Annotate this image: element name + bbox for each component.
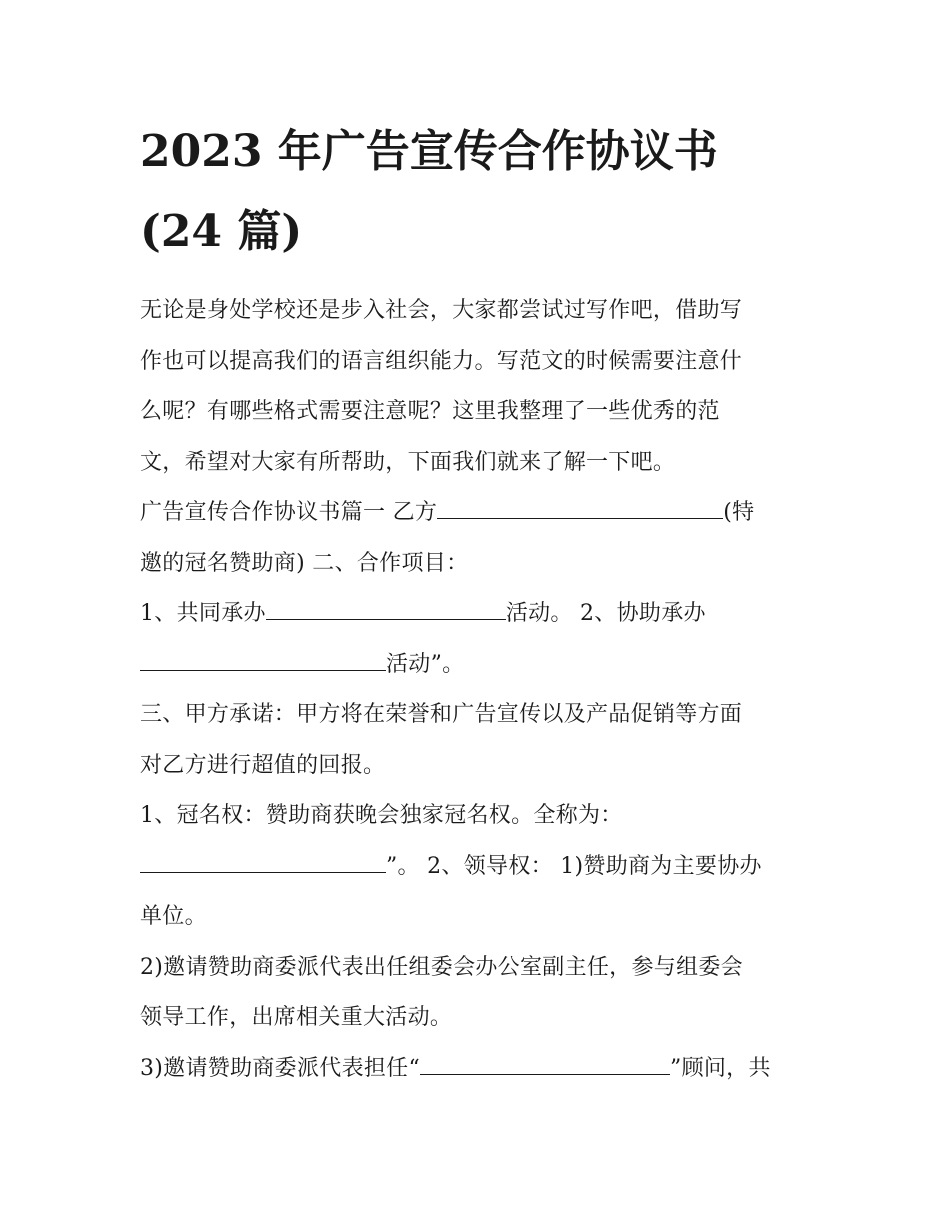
leadership-paragraph — [140, 943, 812, 1044]
naming-line-3: 单位。 — [140, 904, 207, 929]
intro-line-1: 无论是身处学校还是步入社会，大家都尝试过写作吧，借助写 — [140, 298, 743, 323]
section1-line-1 — [140, 488, 812, 539]
assist-host-label: 活动。 2、协助承办 — [505, 601, 706, 626]
cooperation-items-paragraph — [140, 589, 812, 690]
section1-party-b-suffix: (特 — [723, 500, 755, 525]
assist-host-suffix: 活动”。 — [386, 651, 465, 677]
naming-line-2-text: ”。 2、领导权： 1)赞助商为主要协办 — [386, 853, 762, 879]
section1-line-2: 邀的冠名赞助商) 二、合作项目： — [140, 550, 469, 576]
leadership-line-1: 2)邀请赞助商委派代表出任组委会办公室副主任，参与组委会 — [140, 954, 743, 980]
cooperation-line-2 — [140, 640, 812, 691]
document-page — [140, 112, 812, 1094]
commitment-paragraph — [140, 690, 812, 791]
document-title-line-1: 2023 年广告宣传合作协议书 — [140, 126, 718, 177]
commitment-line-1: 三、甲方承诺：甲方将在荣誉和广告宣传以及产品促销等方面 — [140, 702, 743, 727]
advisor-suffix: ”顾问，共 — [670, 1055, 771, 1081]
advisor-line-1 — [140, 1044, 812, 1095]
party-b-blank — [437, 502, 723, 519]
assist-host-blank — [140, 654, 386, 671]
leadership-line-2: 领导工作，出席相关重大活动。 — [140, 1005, 453, 1030]
commitment-line-2: 对乙方进行超值的回报。 — [140, 752, 386, 778]
naming-line-2 — [140, 842, 812, 893]
full-name-blank — [140, 856, 386, 873]
intro-line-4: 文，希望对大家有所帮助，下面我们就来了解一下吧。 — [140, 449, 676, 475]
intro-line-2: 作也可以提高我们的语言组织能力。写范文的时候需要注意什 — [140, 348, 743, 374]
document-title-line-2: (24 篇) — [140, 206, 303, 257]
section1-paragraph — [140, 488, 812, 589]
intro-line-3: 么呢？有哪些格式需要注意呢？这里我整理了一些优秀的范 — [140, 399, 720, 424]
advisor-paragraph — [140, 1044, 812, 1095]
advisor-label: 3)邀请赞助商委派代表担任“ — [140, 1055, 421, 1081]
co-host-blank — [266, 603, 506, 620]
cooperation-line-1 — [140, 589, 812, 640]
document-title — [140, 112, 812, 272]
advisor-title-blank — [420, 1058, 670, 1075]
intro-paragraph — [140, 286, 812, 488]
naming-line-1: 1、冠名权：赞助商获晚会独家冠名权。全称为： — [140, 803, 623, 828]
naming-rights-paragraph — [140, 791, 812, 943]
co-host-label: 1、共同承办 — [140, 601, 266, 626]
section1-party-b-label: 广告宣传合作协议书篇一 乙方 — [140, 500, 438, 525]
